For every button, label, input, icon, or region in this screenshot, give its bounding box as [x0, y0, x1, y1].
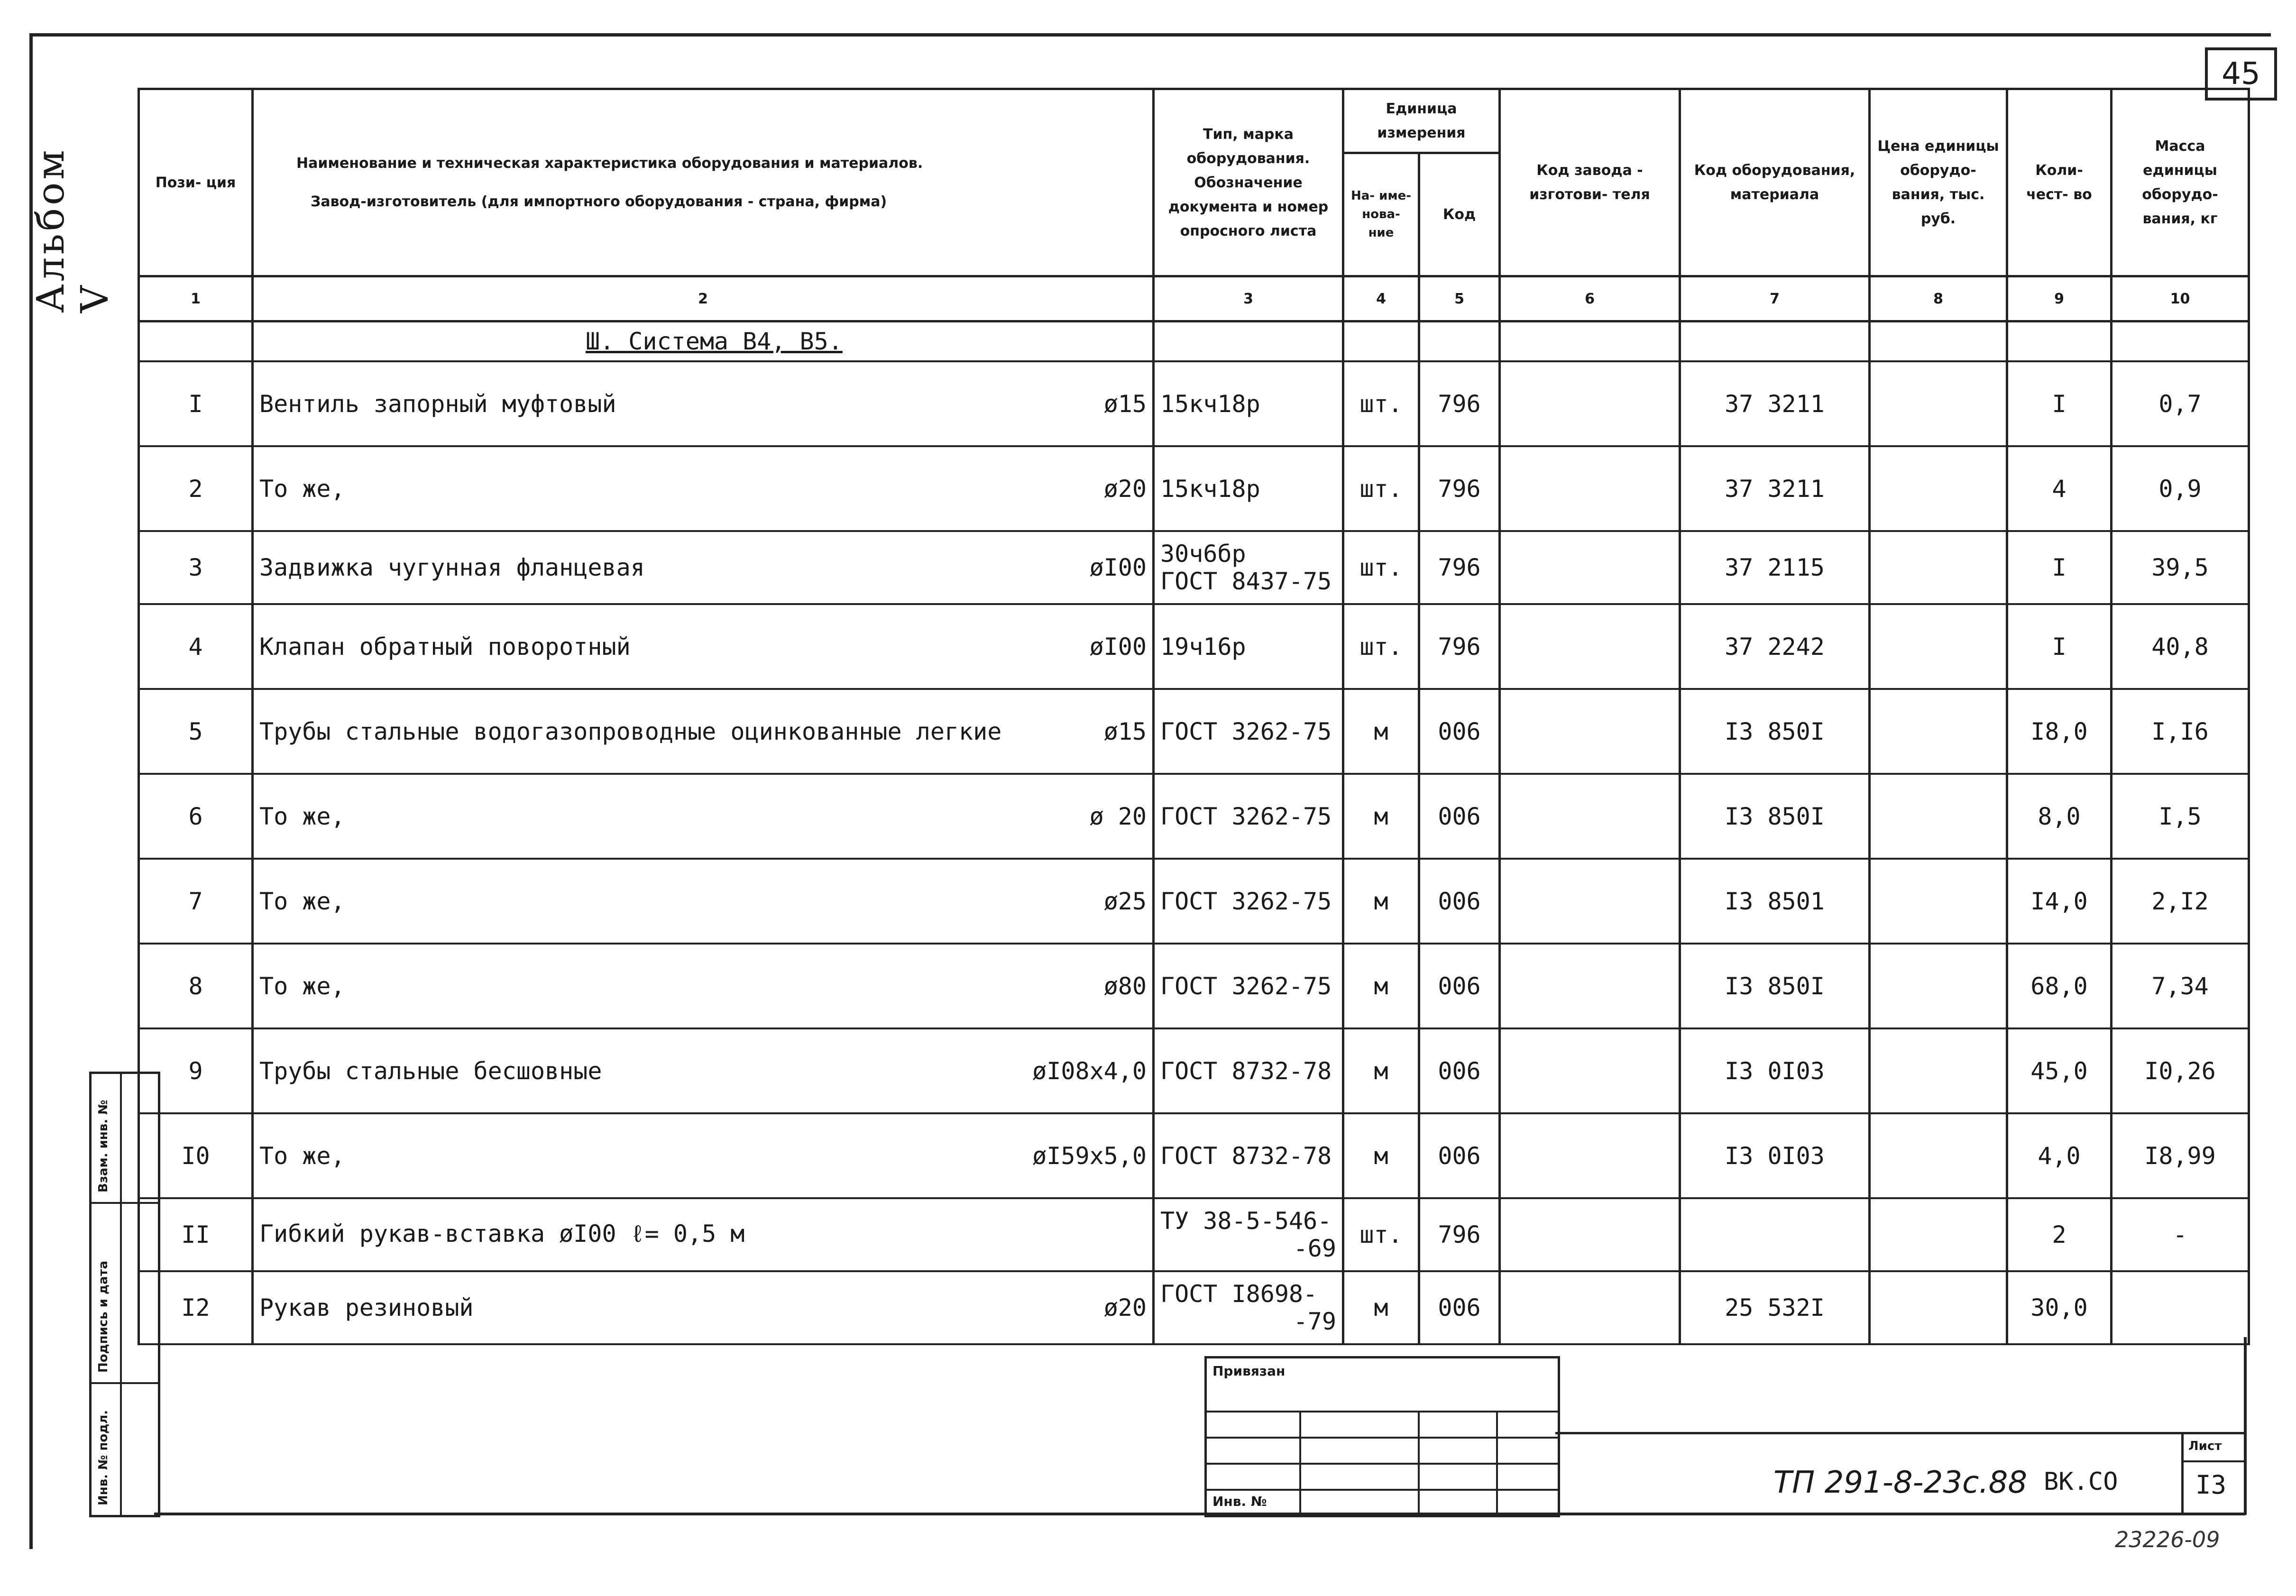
table-row [139, 446, 2249, 531]
row-quantity: 30,0 [2007, 1271, 2112, 1344]
row-name [253, 944, 1154, 1028]
row-type-line1: 19ч16р [1160, 633, 1246, 660]
album-label: Альбом V [28, 147, 117, 313]
header-quantity: Коли- чест- во [2007, 89, 2112, 276]
header-unit: Единица измерения [1343, 89, 1500, 153]
row-size: ø25 [1103, 887, 1147, 915]
row-position: 2 [139, 446, 253, 531]
row-position: 5 [139, 689, 253, 774]
side-stamp [89, 1072, 160, 1517]
row-mass: 0,7 [2112, 361, 2249, 446]
row-size: øI00 [1089, 633, 1147, 660]
row-material-code: I3 8501 [1680, 859, 1870, 944]
stamp-privyazan: Привязан [1212, 1363, 1286, 1379]
row-quantity: I4,0 [2007, 859, 2112, 944]
row-price [1870, 1113, 2007, 1198]
row-type [1154, 604, 1343, 689]
header-name-line1: Наименование и техническая характеристика оборудования и материалов. [296, 155, 923, 172]
row-price [1870, 859, 2007, 944]
row-unit-code: 006 [1419, 1028, 1500, 1113]
row-type-line1: ГОСТ 3262-75 [1160, 887, 1332, 915]
row-type [1154, 944, 1343, 1028]
table-row [139, 604, 2249, 689]
row-mass: I0,26 [2112, 1028, 2249, 1113]
page-number: 45 [2205, 47, 2277, 101]
row-name [253, 1198, 1154, 1271]
row-size: ø15 [1103, 390, 1147, 418]
row-mass [2112, 1271, 2249, 1344]
row-quantity: 4,0 [2007, 1113, 2112, 1198]
header-material-code: Код оборудования, материала [1680, 89, 1870, 276]
row-factory-code [1500, 1113, 1680, 1198]
row-position: 3 [139, 531, 253, 604]
row-size: ø80 [1103, 972, 1147, 1000]
column-number: 4 [1343, 276, 1419, 321]
row-quantity: 45,0 [2007, 1028, 2112, 1113]
row-quantity: I [2007, 604, 2112, 689]
row-material-code: I3 850I [1680, 774, 1870, 859]
row-type [1154, 859, 1343, 944]
row-position: I2 [139, 1271, 253, 1344]
row-name-text: Трубы стальные бесшовные [259, 1057, 602, 1085]
row-factory-code [1500, 1198, 1680, 1271]
row-price [1870, 361, 2007, 446]
column-number: 3 [1154, 276, 1343, 321]
header-name-line2: Завод-изготовитель (для импортного оборудования - страна, фирма) [311, 193, 887, 210]
row-unit-code: 796 [1419, 361, 1500, 446]
row-type [1154, 689, 1343, 774]
row-type-line1: ГОСТ 8732-78 [1160, 1142, 1332, 1170]
column-number: 2 [253, 276, 1154, 321]
document-code: ТП 291-8-23с.88 [1773, 1465, 2028, 1500]
row-factory-code [1500, 604, 1680, 689]
table-row [139, 859, 2249, 944]
row-name-text: То же, [259, 475, 345, 503]
sheet-number: I3 [2195, 1470, 2227, 1500]
row-name-text: Задвижка чугунная фланцевая [259, 554, 645, 581]
row-unit: м [1343, 1028, 1419, 1113]
column-number: 7 [1680, 276, 1870, 321]
table-row [139, 1271, 2249, 1344]
row-name-text: То же, [259, 1142, 345, 1170]
row-quantity: 4 [2007, 446, 2112, 531]
row-unit: м [1343, 1271, 1419, 1344]
row-unit: м [1343, 1113, 1419, 1198]
archive-number: 23226-09 [2115, 1527, 2220, 1552]
row-unit: м [1343, 774, 1419, 859]
side-label-vzam: Взам. инв. № [96, 1100, 110, 1192]
row-position: 4 [139, 604, 253, 689]
row-name [253, 774, 1154, 859]
row-material-code [1680, 1198, 1870, 1271]
row-unit: шт. [1343, 446, 1419, 531]
row-mass: I,I6 [2112, 689, 2249, 774]
row-mass: I,5 [2112, 774, 2249, 859]
row-name [253, 1113, 1154, 1198]
row-name [253, 531, 1154, 604]
header-name [253, 89, 1154, 276]
header-price: Цена единицы оборудо- вания, тыс. руб. [1870, 89, 2007, 276]
row-type [1154, 774, 1343, 859]
table-row [139, 531, 2249, 604]
row-price [1870, 1198, 2007, 1271]
row-position: II [139, 1198, 253, 1271]
row-factory-code [1500, 1028, 1680, 1113]
header-unit-name: На- име- нова- ние [1343, 153, 1419, 276]
table-header [139, 89, 2249, 276]
row-name [253, 859, 1154, 944]
table-row [139, 944, 2249, 1028]
table-row [139, 1028, 2249, 1113]
document-suffix: ВК.СО [2044, 1468, 2118, 1496]
row-price [1870, 446, 2007, 531]
row-material-code: I3 0I03 [1680, 1028, 1870, 1113]
row-name [253, 1028, 1154, 1113]
header-position: Пози- ция [139, 89, 253, 276]
table-row [139, 689, 2249, 774]
row-unit-code: 006 [1419, 1113, 1500, 1198]
row-size: ø20 [1103, 1294, 1147, 1321]
bottom-line [154, 1513, 2245, 1515]
sheet-label: Лист [2188, 1439, 2222, 1453]
header-type: Тип, марка оборудования. Обозначение документа и номер опросного листа [1154, 89, 1343, 276]
row-price [1870, 604, 2007, 689]
row-type [1154, 1113, 1343, 1198]
row-factory-code [1500, 446, 1680, 531]
row-factory-code [1500, 859, 1680, 944]
row-size: ø15 [1103, 717, 1147, 745]
row-type [1154, 361, 1343, 446]
row-size: ø 20 [1089, 802, 1147, 830]
column-number: 1 [139, 276, 253, 321]
row-mass: 39,5 [2112, 531, 2249, 604]
row-unit-code: 006 [1419, 774, 1500, 859]
row-type-line1: ГОСТ I8698- [1160, 1280, 1318, 1308]
table-row [139, 1113, 2249, 1198]
row-unit-code: 006 [1419, 689, 1500, 774]
row-mass: 7,34 [2112, 944, 2249, 1028]
row-material-code: I3 850I [1680, 944, 1870, 1028]
row-factory-code [1500, 361, 1680, 446]
column-number: 6 [1500, 276, 1680, 321]
row-type-line1: 15кч18р [1160, 475, 1260, 503]
title-block-line [1555, 1432, 2245, 1434]
row-quantity: 8,0 [2007, 774, 2112, 859]
table-body [139, 321, 2249, 1345]
row-quantity: I8,0 [2007, 689, 2112, 774]
row-position: I [139, 361, 253, 446]
row-type-line1: 15кч18р [1160, 390, 1260, 418]
row-factory-code [1500, 944, 1680, 1028]
row-unit: м [1343, 689, 1419, 774]
section-title-text: Ш. Система В4, В5. [586, 328, 843, 355]
column-number: 9 [2007, 276, 2112, 321]
row-type-line1: ТУ 38-5-546- [1160, 1207, 1332, 1235]
row-name [253, 361, 1154, 446]
row-type [1154, 1198, 1343, 1271]
row-mass: I8,99 [2112, 1113, 2249, 1198]
row-quantity: 2 [2007, 1198, 2112, 1271]
row-name [253, 604, 1154, 689]
row-material-code: I3 850I [1680, 689, 1870, 774]
row-type-line2: -79 [1293, 1308, 1336, 1335]
row-type-line2: -69 [1293, 1235, 1336, 1262]
row-material-code: 37 2242 [1680, 604, 1870, 689]
row-name-text: То же, [259, 802, 345, 830]
row-quantity: 68,0 [2007, 944, 2112, 1028]
row-unit-code: 006 [1419, 944, 1500, 1028]
row-material-code: I3 0I03 [1680, 1113, 1870, 1198]
row-position: 9 [139, 1028, 253, 1113]
row-unit-code: 006 [1419, 1271, 1500, 1344]
row-unit: шт. [1343, 361, 1419, 446]
row-name-text: Рукав резиновый [259, 1294, 474, 1321]
row-unit-code: 796 [1419, 604, 1500, 689]
row-unit-code: 796 [1419, 446, 1500, 531]
side-label-inv-podl: Инв. № подл. [96, 1410, 110, 1505]
table-row [139, 774, 2249, 859]
row-unit: шт. [1343, 604, 1419, 689]
row-factory-code [1500, 531, 1680, 604]
row-material-code: 37 3211 [1680, 446, 1870, 531]
row-position: 6 [139, 774, 253, 859]
column-number: 8 [1870, 276, 2007, 321]
row-type [1154, 531, 1343, 604]
row-name [253, 1271, 1154, 1344]
section-title [253, 321, 1154, 362]
row-name-text: То же, [259, 887, 345, 915]
header-mass: Масса единицы оборудо- вания, кг [2112, 89, 2249, 276]
header-factory-code: Код завода - изготови- теля [1500, 89, 1680, 276]
row-factory-code [1500, 774, 1680, 859]
row-size: øI59x5,0 [1032, 1142, 1147, 1170]
column-number: 5 [1419, 276, 1500, 321]
row-type [1154, 446, 1343, 531]
row-material-code: 37 2115 [1680, 531, 1870, 604]
row-name-text: Трубы стальные водогазопроводные оцинкованные легкие [259, 717, 1002, 745]
row-unit-code: 796 [1419, 531, 1500, 604]
row-size: øI08x4,0 [1032, 1057, 1147, 1085]
row-price [1870, 689, 2007, 774]
row-factory-code [1500, 1271, 1680, 1344]
row-type [1154, 1028, 1343, 1113]
row-mass: - [2112, 1198, 2249, 1271]
row-unit-code: 006 [1419, 859, 1500, 944]
specification-table [138, 88, 2250, 1345]
row-unit-code: 796 [1419, 1198, 1500, 1271]
header-unit-code: Код [1419, 153, 1500, 276]
row-material-code: 25 532I [1680, 1271, 1870, 1344]
row-price [1870, 1271, 2007, 1344]
stamp-inv-no: Инв. № [1212, 1494, 1267, 1509]
row-type [1154, 1271, 1343, 1344]
row-name [253, 446, 1154, 531]
row-mass: 2,I2 [2112, 859, 2249, 944]
row-name-text: Вентиль запорный муфтовый [259, 390, 616, 418]
column-numbers [139, 276, 2249, 321]
row-mass: 40,8 [2112, 604, 2249, 689]
side-label-podpis: Подпись и дата [96, 1260, 110, 1373]
row-type-line1: ГОСТ 3262-75 [1160, 972, 1332, 1000]
row-unit: шт. [1343, 531, 1419, 604]
binding-stamp [1204, 1356, 1560, 1517]
row-position: I0 [139, 1113, 253, 1198]
row-price [1870, 774, 2007, 859]
table-row [139, 1198, 2249, 1271]
row-type-line1: ГОСТ 8732-78 [1160, 1057, 1332, 1085]
row-quantity: I [2007, 531, 2112, 604]
row-mass: 0,9 [2112, 446, 2249, 531]
row-unit: шт. [1343, 1198, 1419, 1271]
row-type-line1: 30ч6бр [1160, 540, 1246, 568]
column-number: 10 [2112, 276, 2249, 321]
row-position: 7 [139, 859, 253, 944]
row-size: ø20 [1103, 475, 1147, 503]
table-row [139, 361, 2249, 446]
row-quantity: I [2007, 361, 2112, 446]
row-type-line1: ГОСТ 3262-75 [1160, 717, 1332, 745]
row-name-text: Клапан обратный поворотный [259, 633, 631, 660]
row-name-text: То же, [259, 972, 345, 1000]
row-name [253, 689, 1154, 774]
sheet-box-line [2181, 1460, 2244, 1462]
row-material-code: 37 3211 [1680, 361, 1870, 446]
row-type-line2: ГОСТ 8437-75 [1160, 568, 1332, 595]
row-size: øI00 [1089, 554, 1147, 581]
row-factory-code [1500, 689, 1680, 774]
row-price [1870, 1028, 2007, 1113]
row-price [1870, 944, 2007, 1028]
row-price [1870, 531, 2007, 604]
row-unit: м [1343, 859, 1419, 944]
row-name-text: Гибкий рукав-вставка øI00 ℓ= 0,5 м [259, 1220, 745, 1247]
row-type-line1: ГОСТ 3262-75 [1160, 802, 1332, 830]
row-unit: м [1343, 944, 1419, 1028]
row-position: 8 [139, 944, 253, 1028]
